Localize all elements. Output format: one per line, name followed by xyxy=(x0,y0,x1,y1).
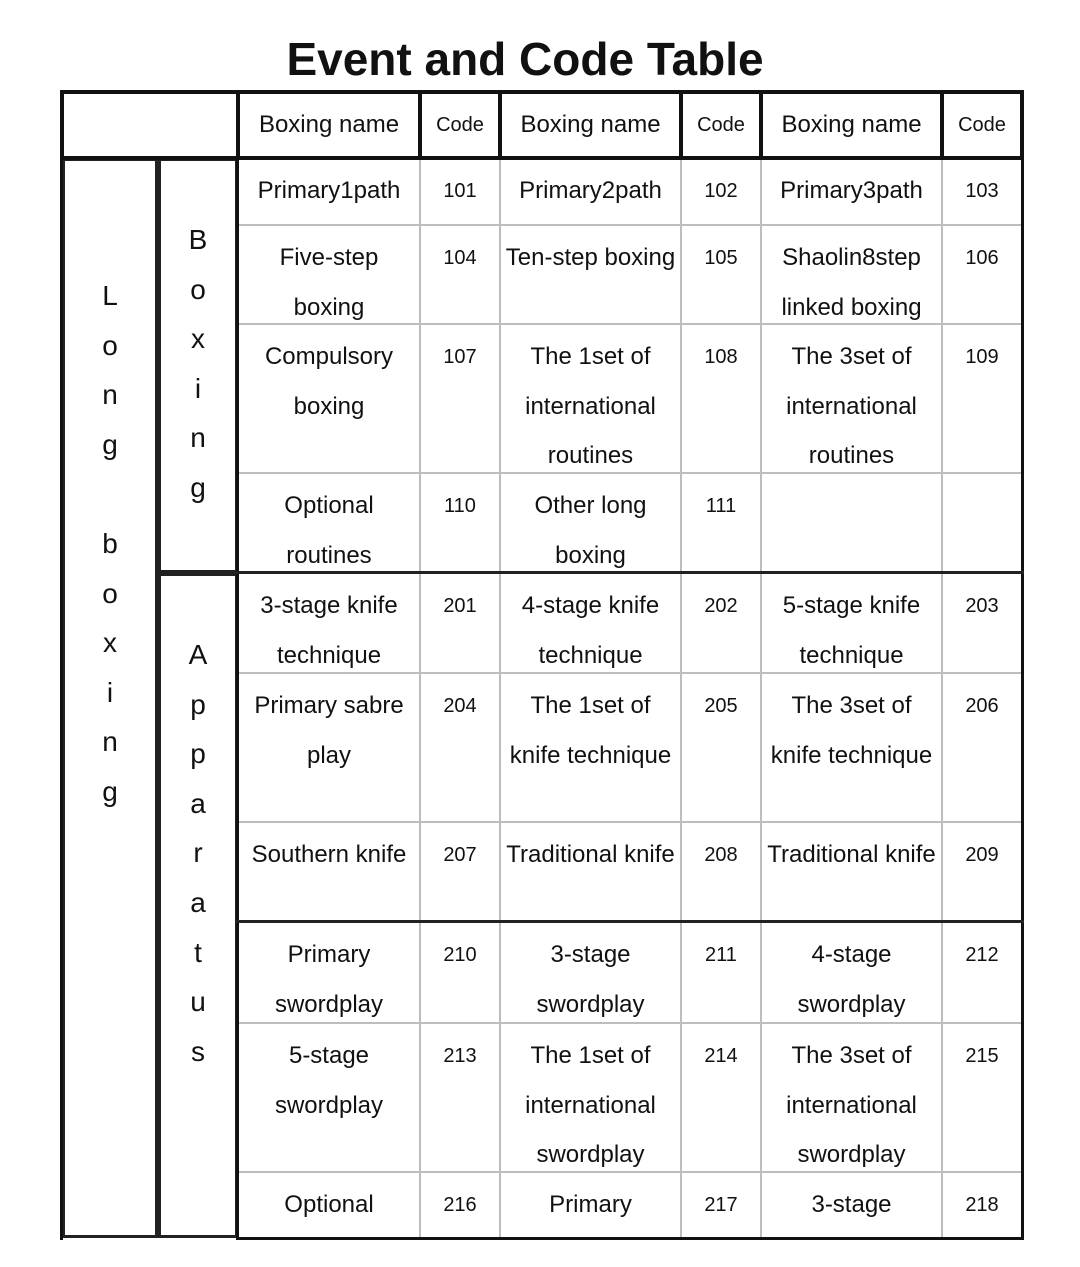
table-cell-code xyxy=(681,324,761,473)
event-name: Shaolin8step linked boxing xyxy=(781,244,922,321)
header-code-label: Code xyxy=(436,113,484,136)
event-name: Primary3path xyxy=(780,177,923,204)
table-cell-code xyxy=(420,573,500,673)
table-cell-name xyxy=(761,1172,942,1238)
group-boxing xyxy=(158,158,238,573)
table-cell-name xyxy=(238,324,420,473)
table-cell-name xyxy=(500,822,681,922)
table-cell-name xyxy=(238,225,420,324)
table-cell-name xyxy=(238,922,420,1023)
header-name-label: Boxing name xyxy=(520,111,661,138)
table-cell-name xyxy=(761,473,942,573)
table-cell-code xyxy=(681,822,761,922)
header-code-label: Code xyxy=(958,113,1006,136)
table-cell-name xyxy=(761,1023,942,1172)
event-code: 203 xyxy=(965,595,999,617)
event-code: 201 xyxy=(443,595,477,617)
header-name-label: Boxing name xyxy=(258,111,400,138)
event-code: 108 xyxy=(704,346,738,368)
group-apparatus xyxy=(158,573,238,1238)
group-long-boxing xyxy=(62,158,158,1238)
event-name: Primary2path xyxy=(519,177,662,204)
table-cell-code xyxy=(681,673,761,822)
header-corner xyxy=(62,92,238,158)
table-cell-code xyxy=(681,1023,761,1172)
event-name: 4-stage knife technique xyxy=(521,592,660,669)
event-name: 5-stage knife technique xyxy=(782,592,921,669)
table-cell-code xyxy=(420,324,500,473)
header-boxing-name xyxy=(500,92,681,158)
table-cell-name xyxy=(500,158,681,225)
event-name: Traditional knife xyxy=(767,841,936,868)
table-cell-code xyxy=(942,922,1022,1023)
event-code: 218 xyxy=(965,1194,999,1216)
table-cell-name xyxy=(238,473,420,573)
table-cell-name xyxy=(500,922,681,1023)
table-cell-name xyxy=(761,324,942,473)
table-cell-code xyxy=(420,1023,500,1172)
table-cell-name xyxy=(761,158,942,225)
table-cell-code xyxy=(942,324,1022,473)
event-code: 211 xyxy=(705,944,737,966)
table-cell-code xyxy=(942,225,1022,324)
event-code: 101 xyxy=(443,180,477,202)
event-name: Traditional knife xyxy=(506,841,675,868)
table-cell-name xyxy=(238,822,420,922)
event-code: 104 xyxy=(443,247,477,269)
table-cell-name xyxy=(761,225,942,324)
table-cell-code xyxy=(420,225,500,324)
table-cell-name xyxy=(761,673,942,822)
event-code: 103 xyxy=(965,180,999,202)
event-name: The 3set of international routines xyxy=(786,343,917,470)
table-cell-name xyxy=(761,922,942,1023)
event-name: Ten-step boxing xyxy=(505,244,676,271)
event-name: Other long boxing xyxy=(534,492,647,569)
event-name: Primary xyxy=(549,1191,632,1218)
event-name: 3-stage swordplay xyxy=(536,941,645,1018)
table-cell-code xyxy=(681,922,761,1023)
event-name: Southern knife xyxy=(251,841,407,868)
event-name: The 3set of knife technique xyxy=(770,692,933,769)
table-cell-name xyxy=(500,1172,681,1238)
event-code: 206 xyxy=(965,695,999,717)
event-name: Optional routines xyxy=(284,492,374,569)
table-cell-code xyxy=(420,1172,500,1238)
event-name: Primary sabre play xyxy=(254,692,404,769)
event-code: 216 xyxy=(443,1194,477,1216)
table-cell-name xyxy=(238,1172,420,1238)
event-name: Primary swordplay xyxy=(274,941,384,1018)
event-name: Compulsory boxing xyxy=(264,343,394,420)
header-boxing-name xyxy=(238,92,420,158)
event-code: 207 xyxy=(443,844,477,866)
event-code: 204 xyxy=(443,695,477,717)
event-name: The 1set of international routines xyxy=(525,343,656,470)
event-code: 214 xyxy=(704,1045,738,1067)
table-cell-name xyxy=(500,473,681,573)
event-name: 5-stage swordplay xyxy=(274,1042,384,1119)
event-code: 213 xyxy=(443,1045,477,1067)
event-name: 3-stage xyxy=(811,1191,892,1218)
event-code: 105 xyxy=(704,247,738,269)
group-long-boxing-label: L o n g b o x i n g xyxy=(102,280,118,807)
event-code: 111 xyxy=(705,495,737,517)
event-code: 209 xyxy=(965,844,999,866)
table-cell-code xyxy=(420,158,500,225)
group-apparatus-label: A p p a r a t u s xyxy=(188,639,208,1067)
table-cell-name xyxy=(238,573,420,673)
table-cell-name xyxy=(500,673,681,822)
table-cell-code xyxy=(681,225,761,324)
table-cell-code xyxy=(420,673,500,822)
event-name: 4-stage swordplay xyxy=(797,941,906,1018)
event-code: 106 xyxy=(965,247,999,269)
event-code: 110 xyxy=(444,495,476,517)
event-code: 205 xyxy=(704,695,738,717)
table-cell-name xyxy=(500,225,681,324)
table-cell-code xyxy=(942,822,1022,922)
header-boxing-name xyxy=(761,92,942,158)
table-cell-name xyxy=(238,158,420,225)
header-code xyxy=(420,92,500,158)
event-name: Primary1path xyxy=(257,177,401,204)
table-cell-name xyxy=(761,822,942,922)
table-cell-code xyxy=(681,158,761,225)
table-cell-code xyxy=(942,1172,1022,1238)
event-name: Optional xyxy=(284,1191,374,1218)
event-code: 102 xyxy=(704,180,738,202)
event-code: 107 xyxy=(443,346,477,368)
page-title: Event and Code Table xyxy=(286,33,764,85)
event-name: The 1set of knife technique xyxy=(509,692,672,769)
event-name: The 3set of international swordplay xyxy=(786,1042,917,1169)
header-name-label: Boxing name xyxy=(781,111,922,138)
event-code: 212 xyxy=(965,944,999,966)
event-code: 208 xyxy=(704,844,738,866)
event-name: 3-stage knife technique xyxy=(260,592,398,669)
table-cell-code xyxy=(420,922,500,1023)
table-cell-code xyxy=(420,822,500,922)
table-cell-code xyxy=(681,573,761,673)
table-cell-name xyxy=(500,324,681,473)
table-cell-name xyxy=(238,1023,420,1172)
event-code: 217 xyxy=(704,1194,738,1216)
event-code: 215 xyxy=(965,1045,999,1067)
table-cell-code xyxy=(420,473,500,573)
event-code: 109 xyxy=(965,346,999,368)
header-code xyxy=(681,92,761,158)
table-cell-name xyxy=(500,573,681,673)
event-name: Five-step boxing xyxy=(279,244,379,321)
table-cell-code xyxy=(942,158,1022,225)
table-cell-code xyxy=(942,1023,1022,1172)
event-code: 210 xyxy=(443,944,477,966)
header-code xyxy=(942,92,1022,158)
event-code: 202 xyxy=(704,595,738,617)
table-cell-code xyxy=(681,473,761,573)
group-boxing-label: B o x i n g xyxy=(188,224,208,503)
table-cell-name xyxy=(238,673,420,822)
table-cell-name xyxy=(500,1023,681,1172)
table-cell-code xyxy=(942,473,1022,573)
table-cell-name xyxy=(761,573,942,673)
header-code-label: Code xyxy=(697,113,745,136)
event-name: The 1set of international swordplay xyxy=(525,1042,656,1169)
table-cell-code xyxy=(681,1172,761,1238)
table-cell-code xyxy=(942,573,1022,673)
table-cell-code xyxy=(942,673,1022,822)
